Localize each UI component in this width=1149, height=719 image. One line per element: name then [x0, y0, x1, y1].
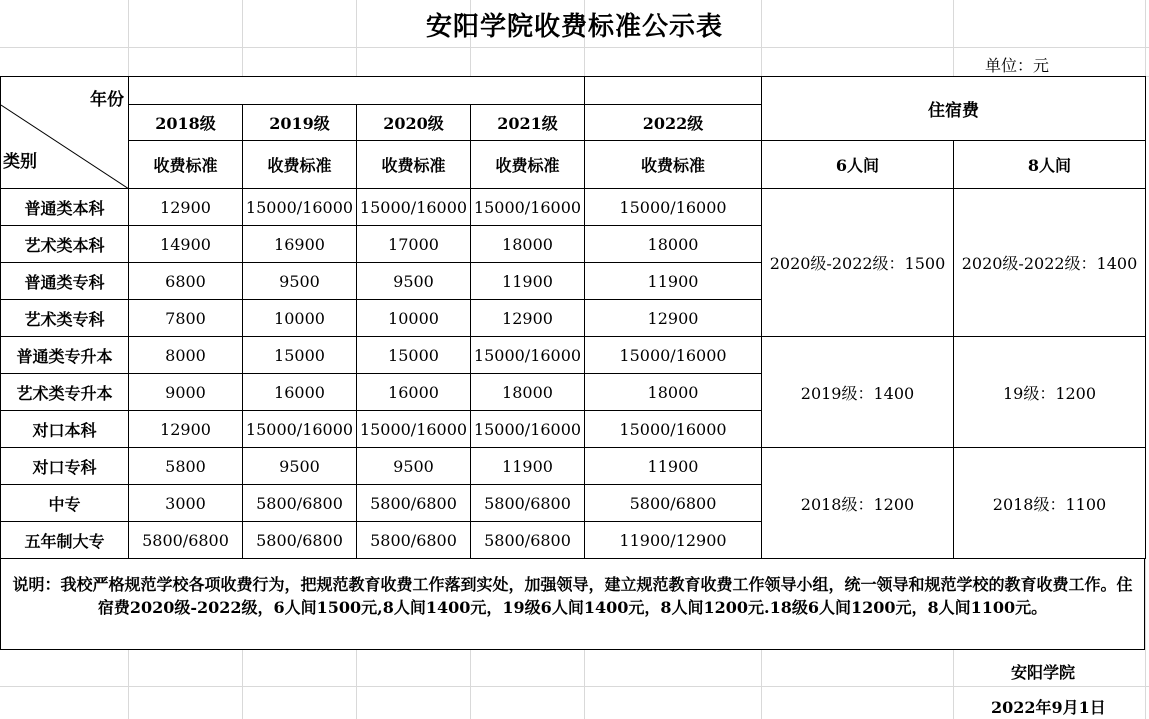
fee-cell: 5800/6800	[243, 485, 357, 522]
fee-cell: 11900	[585, 263, 762, 300]
fee-cell: 10000	[357, 300, 471, 337]
subheader-row	[1, 141, 1146, 189]
diagonal-header-cell	[1, 77, 129, 189]
table-row	[1, 189, 1146, 226]
fee-cell: 9500	[357, 263, 471, 300]
fee-cell: 12900	[471, 300, 585, 337]
fee-cell: 15000	[357, 337, 471, 374]
fee-cell: 5800/6800	[357, 522, 471, 559]
fee-cell: 15000	[243, 337, 357, 374]
fee-cell: 11900/12900	[585, 522, 762, 559]
unit-label: 单位：元	[985, 56, 1050, 75]
fee-cell: 15000/16000	[471, 411, 585, 448]
fee-cell: 15000/16000	[243, 411, 357, 448]
fee-cell: 6800	[129, 263, 243, 300]
category-cell: 普通类专升本	[1, 337, 129, 374]
fee-cell: 14900	[129, 226, 243, 263]
fee-cell: 5800/6800	[243, 522, 357, 559]
fee-cell: 15000/16000	[471, 189, 585, 226]
fee-cell: 15000/16000	[585, 411, 762, 448]
category-cell: 普通类专科	[1, 263, 129, 300]
category-cell: 对口专科	[1, 448, 129, 485]
fee-cell: 5800	[129, 448, 243, 485]
fee-cell: 5800/6800	[129, 522, 243, 559]
fee-cell: 9500	[243, 448, 357, 485]
fee-standard-header: 收费标准	[129, 141, 243, 189]
room6-header: 6人间	[762, 141, 954, 189]
category-cell: 艺术类本科	[1, 226, 129, 263]
table-row	[1, 337, 1146, 374]
year-2018-header: 2018级	[129, 105, 243, 141]
fee-cell: 8000	[129, 337, 243, 374]
fee-cell: 12900	[129, 189, 243, 226]
accommodation-room6-cell: 2020级-2022级：1500	[762, 189, 954, 337]
fee-cell: 16000	[357, 374, 471, 411]
fee-cell: 5800/6800	[357, 485, 471, 522]
year-2019-header: 2019级	[243, 105, 357, 141]
category-axis-label: 类别	[3, 152, 37, 172]
fee-cell: 11900	[471, 263, 585, 300]
fee-cell: 12900	[129, 411, 243, 448]
year-2020-header: 2020级	[357, 105, 471, 141]
fee-cell: 5800/6800	[585, 485, 762, 522]
header-spacer-2022	[585, 77, 762, 105]
fee-standard-header: 收费标准	[357, 141, 471, 189]
page-title: 安阳学院收费标准公示表	[425, 12, 723, 42]
fee-standard-header: 收费标准	[585, 141, 762, 189]
fee-standard-header: 收费标准	[243, 141, 357, 189]
accommodation-room8-cell: 19级：1200	[954, 337, 1146, 448]
fee-cell: 15000/16000	[585, 337, 762, 374]
category-cell: 中专	[1, 485, 129, 522]
fee-cell: 16900	[243, 226, 357, 263]
header-spacer-row	[1, 77, 1146, 105]
accommodation-room8-cell: 2018级：1100	[954, 448, 1146, 559]
category-cell: 普通类本科	[1, 189, 129, 226]
fee-cell: 17000	[357, 226, 471, 263]
category-cell: 五年制大专	[1, 522, 129, 559]
fee-cell: 5800/6800	[471, 522, 585, 559]
year-axis-label: 年份	[90, 90, 124, 110]
fee-cell: 18000	[471, 226, 585, 263]
fee-cell: 15000/16000	[471, 337, 585, 374]
publish-date: 2022年9月1日	[991, 698, 1106, 717]
fee-cell: 9000	[129, 374, 243, 411]
fee-cell: 11900	[585, 448, 762, 485]
fee-cell: 9500	[357, 448, 471, 485]
fee-standard-header: 收费标准	[471, 141, 585, 189]
category-cell: 艺术类专科	[1, 300, 129, 337]
accommodation-room6-cell: 2019级：1400	[762, 337, 954, 448]
organization-signature: 安阳学院	[1011, 663, 1076, 682]
fee-cell: 15000/16000	[357, 189, 471, 226]
fee-cell: 16000	[243, 374, 357, 411]
fee-cell: 15000/16000	[585, 189, 762, 226]
fee-cell: 11900	[471, 448, 585, 485]
accommodation-room6-cell: 2018级：1200	[762, 448, 954, 559]
fee-table	[0, 76, 1146, 559]
explanation-note: 说明：我校严格规范学校各项收费行为，把规范教育收费工作落到实处，加强领导，建立规范教育收费工作领导小组，统一领导和规范学校的教育收费工作。住宿费2020级-2022级，6人间1500元,8人间1400元，19级6人间1400元，8人间1200元.18级6人间1200元，8人间1100元。	[0, 558, 1145, 650]
fee-cell: 18000	[585, 226, 762, 263]
table-row	[1, 448, 1146, 485]
category-cell: 艺术类专升本	[1, 374, 129, 411]
fee-cell: 15000/16000	[357, 411, 471, 448]
category-cell: 对口本科	[1, 411, 129, 448]
fee-cell: 10000	[243, 300, 357, 337]
accommodation-header: 住宿费	[762, 77, 1146, 141]
room8-header: 8人间	[954, 141, 1146, 189]
header-spacer	[129, 77, 585, 105]
fee-cell: 5800/6800	[471, 485, 585, 522]
fee-cell: 3000	[129, 485, 243, 522]
fee-cell: 15000/16000	[243, 189, 357, 226]
fee-cell: 18000	[471, 374, 585, 411]
accommodation-room8-cell: 2020级-2022级：1400	[954, 189, 1146, 337]
year-2021-header: 2021级	[471, 105, 585, 141]
year-2022-header: 2022级	[585, 105, 762, 141]
fee-cell: 7800	[129, 300, 243, 337]
fee-cell: 18000	[585, 374, 762, 411]
fee-cell: 9500	[243, 263, 357, 300]
fee-cell: 12900	[585, 300, 762, 337]
